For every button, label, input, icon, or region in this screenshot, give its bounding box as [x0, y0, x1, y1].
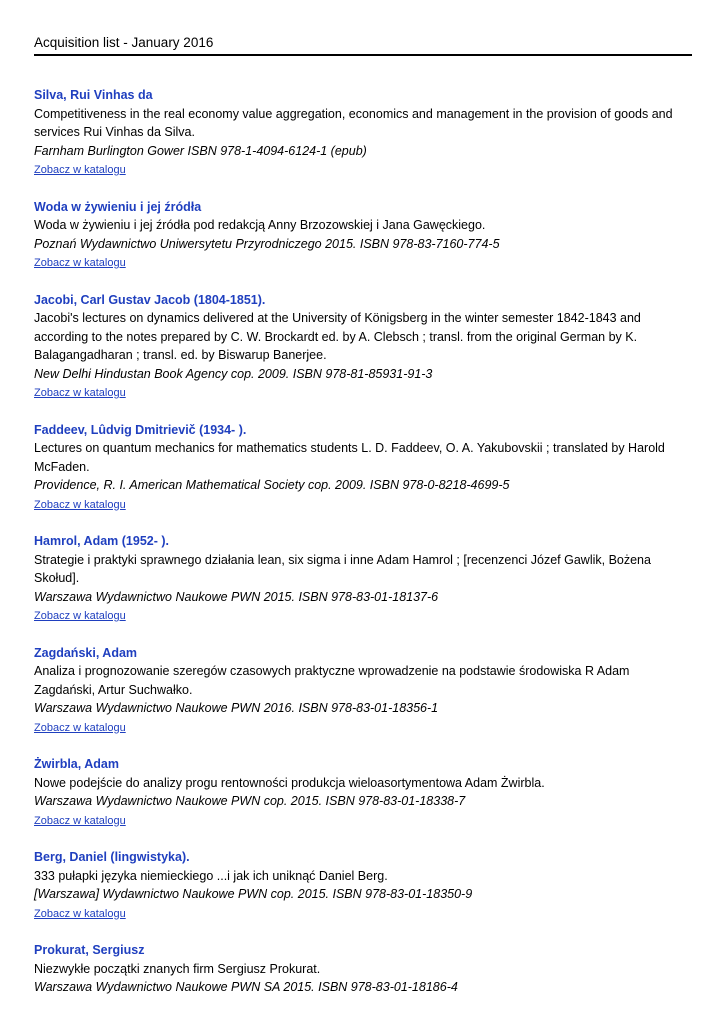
- entry-description: Nowe podejście do analizy progu rentowności produkcja wieloasortymentowa Adam Żwirbla.: [34, 775, 545, 790]
- entry-publication: Warszawa Wydawnictwo Naukowe PWN cop. 2015. ISBN 978-83-01-18338-7: [34, 794, 466, 808]
- entry-heading: Żwirbla, Adam: [34, 757, 119, 771]
- entry-heading: Silva, Rui Vinhas da: [34, 88, 153, 102]
- list-item: [34, 291, 692, 403]
- entry-heading: Prokurat, Sergiusz: [34, 943, 145, 957]
- entry-heading: Zagdański, Adam: [34, 645, 138, 660]
- acquisition-list: [34, 86, 692, 1015]
- entry-publication: Warszawa Wydawnictwo Naukowe PWN 2015. ISBN 978-83-01-18137-6: [34, 589, 439, 604]
- list-item: [34, 848, 692, 923]
- entry-publication: New Delhi Hindustan Book Agency cop. 2009. ISBN 978-81-85931-91-3: [34, 366, 433, 381]
- list-item: [34, 86, 692, 180]
- list-item: [34, 941, 692, 997]
- catalog-link[interactable]: Zobacz w katalogu: [34, 814, 126, 827]
- entry-heading: Woda w żywieniu i jej źródła: [34, 199, 202, 214]
- entry-publication: Warszawa Wydawnictwo Naukowe PWN SA 2015. ISBN 978-83-01-18186-4: [34, 980, 458, 994]
- entry-description: Jacobi's lectures on dynamics delivered at the University of Königsberg in the winter semester 1842-1843 and according to the notes prepared by C. W. Brockardt ed. by A. Clebsch ; transl. from the original German by K. Balagangadharan ; transl. ed. by Biswarup Banerjee.: [34, 311, 641, 362]
- list-item: [34, 755, 692, 830]
- entry-publication: Poznań Wydawnictwo Uniwersytetu Przyrodniczego 2015. ISBN 978-83-7160-774-5: [34, 236, 500, 251]
- entry-heading: Faddeev, Lûdvig Dmitrievič (1934- ).: [34, 422, 247, 437]
- entry-description: Lectures on quantum mechanics for mathematics students L. D. Faddeev, O. A. Yakubovskii ; translated by Harold McFaden.: [34, 441, 665, 474]
- entry-description: Competitiveness in the real economy value aggregation, economics and management in the provision of goods and services Rui Vinhas da Silva.: [34, 106, 673, 139]
- list-item: [34, 532, 692, 626]
- header-divider: [34, 54, 692, 56]
- entry-publication: Warszawa Wydawnictwo Naukowe PWN 2016. ISBN 978-83-01-18356-1: [34, 701, 439, 715]
- entry-heading: Hamrol, Adam (1952- ).: [34, 534, 169, 548]
- entry-publication: Farnham Burlington Gower ISBN 978-1-4094-6124-1 (epub): [34, 143, 367, 158]
- entry-description: Strategie i praktyki sprawnego działania lean, six sigma i inne Adam Hamrol ; [recenzenci Józef Gawlik, Bożena Skołud].: [34, 552, 651, 585]
- list-item: [34, 644, 692, 738]
- catalog-link[interactable]: Zobacz w katalogu: [34, 907, 126, 920]
- list-item: [34, 421, 692, 515]
- entry-description: 333 pułapki języka niemieckiego ...i jak ich uniknąć Daniel Berg.: [34, 868, 388, 883]
- entry-description: Woda w żywieniu i jej źródła pod redakcją Anny Brzozowskiej i Jana Gawęckiego.: [34, 218, 486, 232]
- list-item: [34, 198, 692, 273]
- catalog-link[interactable]: Zobacz w katalogu: [34, 721, 126, 734]
- entry-description: Niezwykłe początki znanych firm Sergiusz Prokurat.: [34, 961, 321, 976]
- catalog-link[interactable]: Zobacz w katalogu: [34, 164, 126, 176]
- entry-publication: [Warszawa] Wydawnictwo Naukowe PWN cop. 2015. ISBN 978-83-01-18350-9: [34, 887, 473, 901]
- page-header-title: Acquisition list - January 2016: [34, 35, 214, 50]
- catalog-link[interactable]: Zobacz w katalogu: [34, 257, 126, 269]
- catalog-link[interactable]: Zobacz w katalogu: [34, 610, 126, 622]
- entry-heading: Jacobi, Carl Gustav Jacob (1804-1851).: [34, 292, 266, 307]
- entry-publication: Providence, R. I. American Mathematical Society cop. 2009. ISBN 978-0-8218-4699-5: [34, 478, 510, 492]
- catalog-link[interactable]: Zobacz w katalogu: [34, 387, 126, 399]
- catalog-link[interactable]: Zobacz w katalogu: [34, 498, 126, 511]
- entry-description: Analiza i prognozowanie szeregów czasowych praktyczne wprowadzenie na podstawie środowiska R Adam Zagdański, Artur Suchwałko.: [34, 664, 630, 697]
- entry-heading: Berg, Daniel (lingwistyka).: [34, 850, 190, 864]
